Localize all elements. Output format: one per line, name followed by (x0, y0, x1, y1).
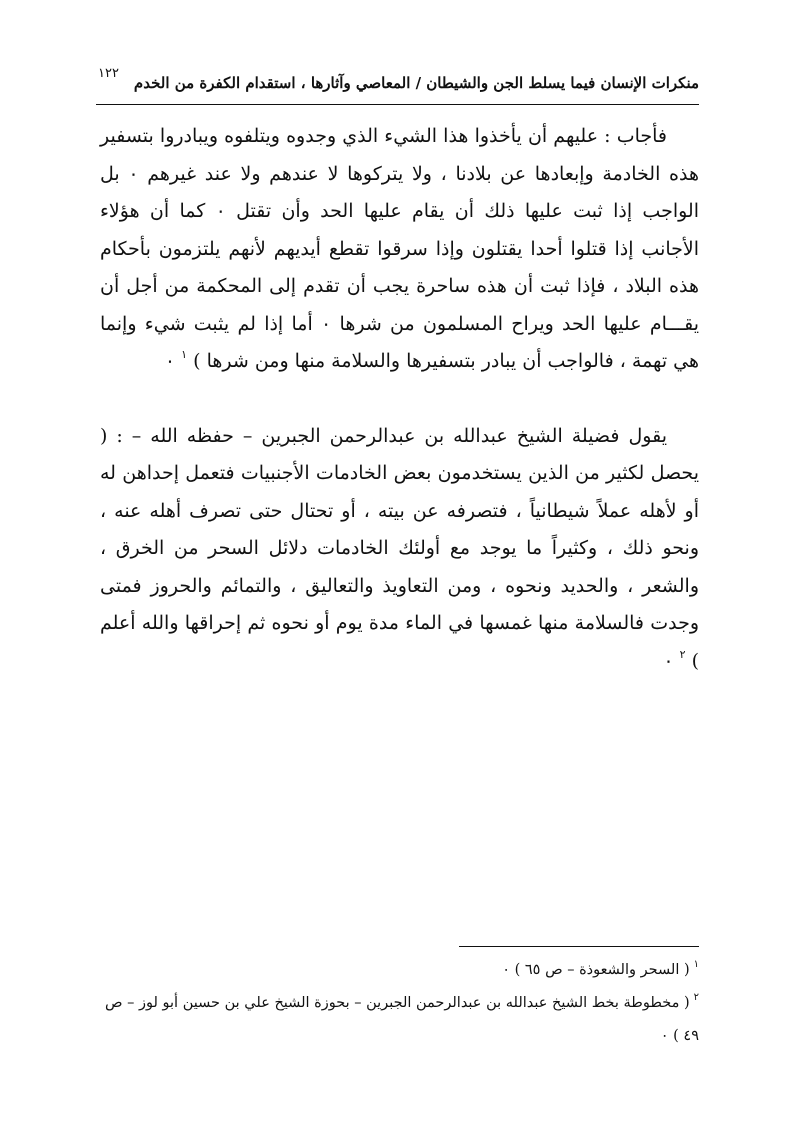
footnote-reference: ١ (181, 348, 188, 361)
footnote-item (96, 987, 699, 1053)
footnote-mark: ١ (693, 959, 699, 970)
paragraph-tail: ٠ (164, 350, 182, 372)
paragraph-text: يقول فضيلة الشيخ عبدالله بن عبدالرحمن الجبرين – حفظه الله – : ( يحصل لكثير من الذين يستخدمون بعض الخادمات الأجنبيات فتعمل إحداهن له أو لأهله عملاً شيطانياً ، فتصرفه عن بيته ، أو تحتال حتى تصرف أهله عنه ، ونحو ذلك ، وكثيراً ما يوجد مع أولئك الخادمات دلائل السحر من الخرق ، والشعر ، والحديد ونحوه ، ومن التعاويذ والتعاليق ، والتمائم والحروز فمتى وجدت فالسلامة منها غمسها في الماء مدة يوم أو نحوه ثم إحراقها والله أعلم ) (100, 424, 699, 672)
footnote-reference: ٢ (679, 647, 686, 661)
paragraph-fatwa-answer (100, 118, 699, 381)
main-text (100, 118, 699, 680)
paragraph-text: فأجاب : عليهم أن يأخذوا هذا الشيء الذي وجدوه ويتلفوه ويبادروا بتسفير هذه الخادمة وإبعادها عن بلادنا ، ولا يتركوها لا عندهم ولا عند غيرهم ٠ بل الواجب إذا ثبت عليها ذلك أن يقام عليها الحد وأن تقتل ٠ كما أن هؤلاء الأجانب إذا قتلوا أحدا يقتلون وإذا سرقوا تقطع أيديهم لأنهم يلتزمون بأحكام هذه البلاد ، فإذا ثبت أن هذه ساحرة يجب أن تقدم إلى المحكمة من أجل أن يقـــام عليها الحد ويراح المسلمون من شرها ٠ أما إذا لم يثبت شيء وإنما هي تهمة ، فالواجب أن يبادر بتسفيرها والسلامة منها ومن شرها ) (100, 125, 699, 372)
running-header (96, 60, 699, 102)
footnote-item (96, 954, 699, 987)
footnotes (96, 954, 699, 1053)
page-number: ١٢٢ (98, 66, 119, 81)
footnote-text: ( السحر والشعوذة – ص ٦٥ ) ٠ (502, 962, 690, 978)
paragraph-tail: ٠ (663, 649, 680, 672)
footnote-mark: ٢ (693, 992, 699, 1003)
header-divider (96, 104, 699, 105)
footnote-divider (459, 946, 699, 947)
paragraph-jibreen-quote (100, 418, 699, 681)
running-header-title: منكرات الإنسان فيما يسلط الجن والشيطان / المعاصي وآثارها ، استقدام الكفرة من الخدم (133, 74, 699, 92)
footnote-text: ( مخطوطة بخط الشيخ عبدالله بن عبدالرحمن الجبرين – بحوزة الشيخ علي بن حسين أبو لوز – ص ٤٩ ) ٠ (105, 995, 699, 1044)
